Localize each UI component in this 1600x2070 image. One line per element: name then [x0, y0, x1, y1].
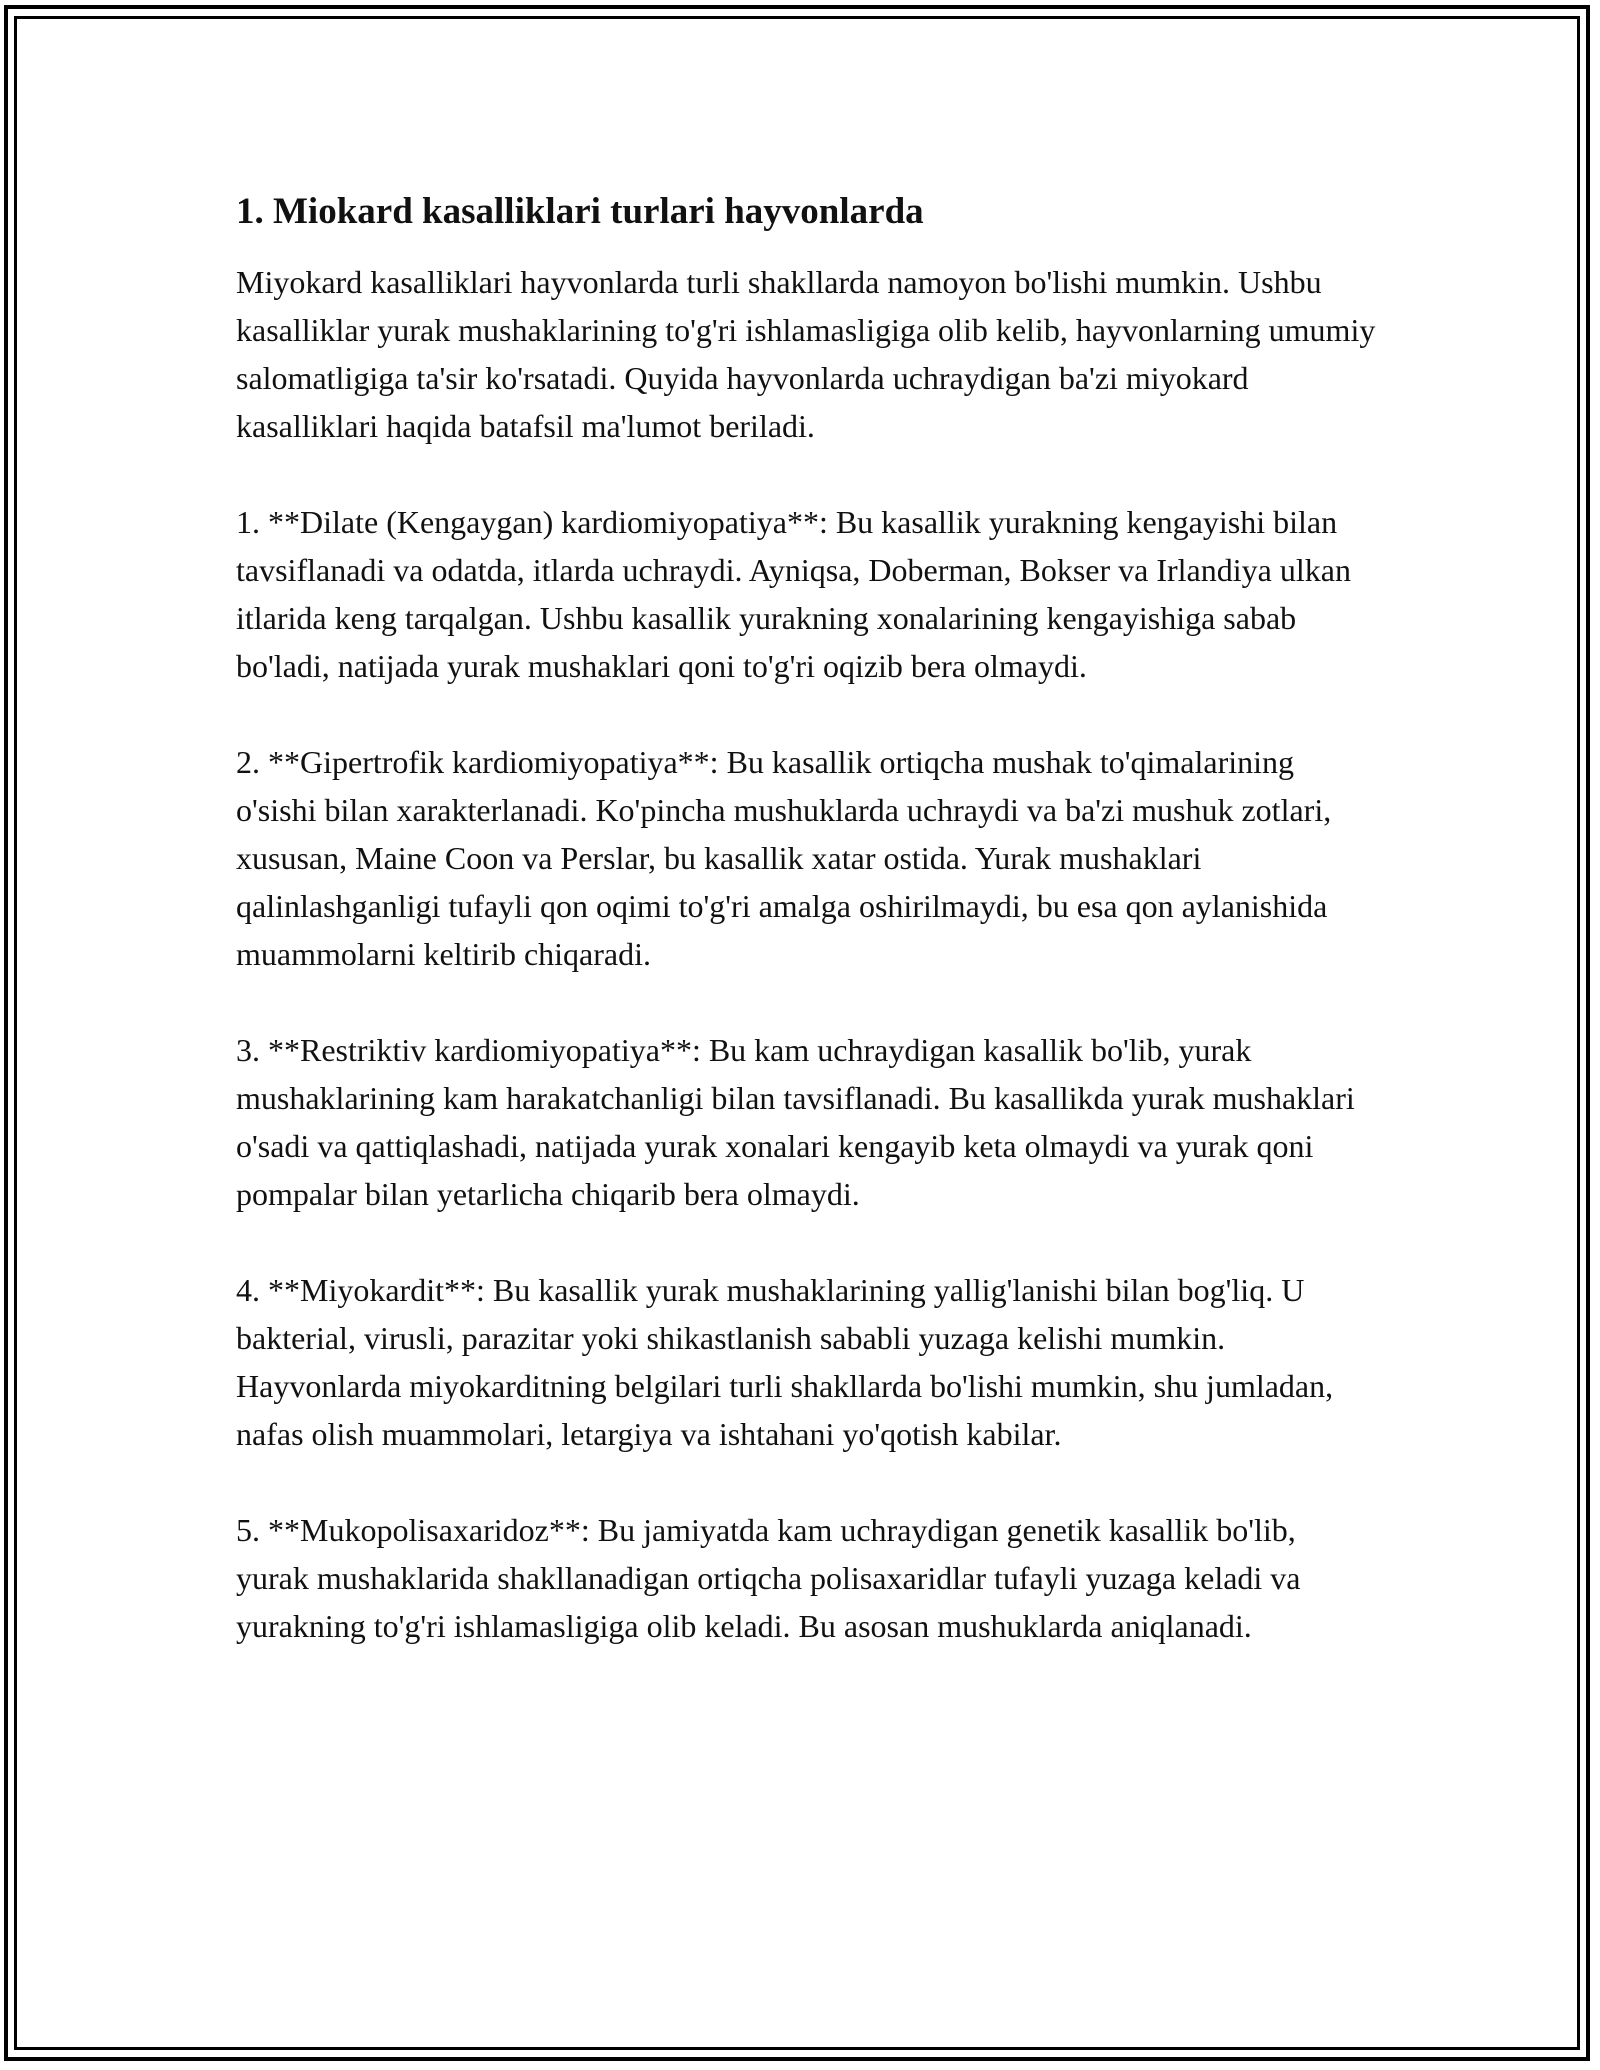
- list-item-dilated-cardiomyopathy: 1. **Dilate (Kengaygan) kardiomiyopatiya**: Bu kasallik yurakning kengayishi bilan tavsiflanadi va odatda, itlarda uchraydi. Ayniqsa, Doberman, Bokser va Irlandiya ulkan itlarida keng tarqalgan. Ushbu kasallik yurakning xonalarining kengayishiga sabab bo'ladi, natijada yurak mushaklari qoni to'g'ri oqizib bera olmaydi.: [236, 504, 1351, 684]
- intro-paragraph: Miyokard kasalliklari hayvonlarda turli shakllarda namoyon bo'lishi mumkin. Ushbu kasalliklar yurak mushaklarining to'g'ri ishlamasligiga olib kelib, hayvonlarning umumiy salomatligiga ta'sir ko'rsatadi. Quyida hayvonlarda uchraydigan ba'zi miyokard kasalliklari haqida batafsil ma'lumot beriladi.: [236, 264, 1376, 444]
- list-item-restrictive-cardiomyopathy: 3. **Restriktiv kardiomiyopatiya**: Bu kam uchraydigan kasallik bo'lib, yurak mushaklarining kam harakatchanligi bilan tavsiflanadi. Bu kasallikda yurak mushaklari o'sadi va qattiqlashadi, natijada yurak xonalari kengayib keta olmaydi va yurak qoni pompalar bilan yetarlicha chiqarib bera olmaydi.: [236, 1032, 1355, 1212]
- list-item-mucopolysaccharidosis: 5. **Mukopolisaxaridoz**: Bu jamiyatda kam uchraydigan genetik kasallik bo'lib, yurak mushaklarida shakllanadigan ortiqcha polisaxaridlar tufayli yuzaga keladi va yurakning to'g'ri ishlamasligiga olib keladi. Bu asosan mushuklarda aniqlanadi.: [236, 1512, 1301, 1644]
- list-item-myocarditis: 4. **Miyokardit**: Bu kasallik yurak mushaklarining yallig'lanishi bilan bog'liq. U bakterial, virusli, parazitar yoki shikastlanish sababli yuzaga kelishi mumkin. Hayvonlarda miyokarditning belgilari turli shakllarda bo'lishi mumkin, shu jumladan, nafas olish muammolari, letargiya va ishtahani yo'qotish kabilar.: [236, 1272, 1334, 1452]
- document-title: 1. Miokard kasalliklari turlari hayvonlarda: [236, 191, 924, 232]
- list-item-hypertrophic-cardiomyopathy: 2. **Gipertrofik kardiomiyopatiya**: Bu kasallik ortiqcha mushak to'qimalarining o'sishi bilan xarakterlanadi. Ko'pincha mushuklarda uchraydi va ba'zi mushuk zotlari, xususan, Maine Coon va Perslar, bu kasallik xatar ostida. Yurak mushaklari qalinlashganligi tufayli qon oqimi to'g'ri amalga oshirilmaydi, bu esa qon aylanishida muammolarni keltirib chiqaradi.: [236, 744, 1332, 972]
- document-body: [236, 186, 1376, 1698]
